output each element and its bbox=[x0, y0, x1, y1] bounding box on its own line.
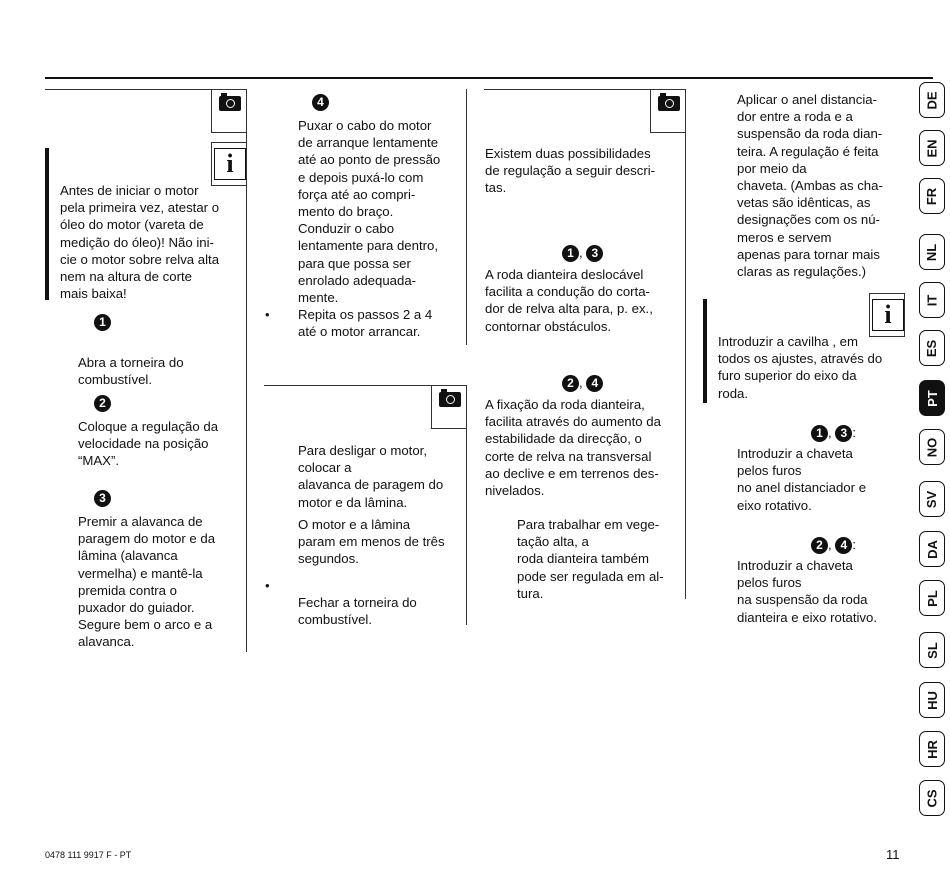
high-vegetation-text: Para trabalhar em vege- tação alta, a roda dianteira também pode ser regulada em al- tura. bbox=[517, 517, 664, 601]
stop-text-2: O motor e a lâmina param em menos de três segundos. bbox=[298, 517, 445, 567]
info-icon: i bbox=[214, 148, 246, 180]
tab-es[interactable]: ES bbox=[919, 330, 945, 366]
step-3-text: Premir a alavanca de paragem do motor e da lâmina (alavanca vermelha) e mantê-la premida contra o puxador do guiador. Segure bem o arco e a alavanca. bbox=[78, 514, 216, 650]
step-number: 2 bbox=[562, 375, 579, 392]
tab-pt[interactable]: PT bbox=[919, 380, 945, 416]
col4-info-text: Introduzir a cavilha , em todos os ajustes, através do furo superior do eixo da roda. bbox=[718, 334, 883, 401]
col3-intro: Existem duas possibilidades de regulação a seguir descri- tas. bbox=[485, 146, 656, 196]
bullet: • bbox=[265, 307, 270, 322]
step-number: 2 bbox=[811, 537, 828, 554]
close-text: Fechar a torneira do combustível. bbox=[298, 595, 417, 628]
option-2-marker: 2 , 4 bbox=[562, 374, 603, 392]
tab-it[interactable]: IT bbox=[919, 282, 945, 318]
document-code: 0478 111 9917 F - PT bbox=[45, 850, 132, 860]
camera-icon bbox=[658, 96, 680, 111]
step-number: 2 bbox=[94, 395, 111, 412]
tab-da[interactable]: DA bbox=[919, 531, 945, 567]
step-2-marker bbox=[94, 395, 111, 413]
setting-a-text: Introduzir a chaveta pelos furos no anel distanciador e eixo rotativo. bbox=[737, 446, 867, 513]
option-2-text: A fixação da roda dianteira, facilita através do aumento da estabilidade da direcção, o corte de relva na transversal ao declive e em terrenos des- nivelados. bbox=[485, 397, 661, 499]
step-number: 4 bbox=[312, 94, 329, 111]
page-number: 11 bbox=[886, 847, 900, 862]
step-1-marker bbox=[94, 314, 111, 332]
step-number: 3 bbox=[835, 425, 852, 442]
tab-cs[interactable]: CS bbox=[919, 780, 945, 816]
step-3-marker bbox=[94, 490, 111, 508]
col3-divider bbox=[685, 131, 686, 599]
col1-divider bbox=[246, 89, 247, 652]
step-number: 3 bbox=[586, 245, 603, 262]
tab-en[interactable]: EN bbox=[919, 130, 945, 166]
stop-text: Para desligar o motor, colocar a alavanca de paragem do motor e da lâmina. bbox=[298, 443, 444, 510]
tab-sv[interactable]: SV bbox=[919, 481, 945, 517]
option-1-marker: 1 , 3 bbox=[562, 244, 603, 262]
option-1-text: A roda dianteira deslocável facilita a condução do corta- dor de relva alta para, p. ex., contornar obstáculos. bbox=[485, 267, 653, 334]
step-2-text: Coloque a regulação da velocidade na posição “MAX”. bbox=[78, 419, 219, 469]
note-bar bbox=[703, 299, 707, 403]
top-rule bbox=[45, 77, 933, 79]
tab-pl[interactable]: PL bbox=[919, 580, 945, 616]
setting-b-marker: 2 , 4 : bbox=[811, 536, 856, 554]
tab-fr[interactable]: FR bbox=[919, 178, 945, 214]
note-bar bbox=[45, 148, 49, 300]
bullet: • bbox=[265, 578, 270, 593]
col2-bottom-divider bbox=[466, 427, 467, 625]
info-icon: i bbox=[872, 299, 904, 331]
tab-hr[interactable]: HR bbox=[919, 731, 945, 767]
step-number: 1 bbox=[94, 314, 111, 331]
step-number: 3 bbox=[94, 490, 111, 507]
tab-de[interactable]: DE bbox=[919, 82, 945, 118]
tab-nl[interactable]: NL bbox=[919, 234, 945, 270]
step-4-text: Puxar o cabo do motor de arranque lentamente até ao ponto de pressão e depois puxá-lo com força até ao compri- mento do braço. Conduzir o cabo lentamente para dentro, para que possa ser enrolado adequada- mente. bbox=[298, 118, 441, 306]
setting-b-text: Introduzir a chaveta pelos furos na suspensão da roda dianteira e eixo rotativo. bbox=[737, 558, 878, 625]
camera-icon bbox=[439, 392, 461, 407]
setting-a-marker: 1 , 3 : bbox=[811, 424, 856, 442]
step-1-text: Abra a torneira do combustível. bbox=[78, 355, 184, 388]
col4-top-text: Aplicar o anel distancia- dor entre a roda e a suspensão da roda dian- teira. A regulação é feita por meio da chaveta. (Ambas as cha- vetas são idênticas, as designações com os nú- meros e servem apenas para tornar mais claras as regulações.) bbox=[737, 92, 883, 280]
col1-info-text: Antes de iniciar o motor pela primeira vez, atestar o óleo do motor (vareta de medição do óleo)! Não ini- cie o motor sobre relva alta nem na altura de corte mais baixa! bbox=[60, 183, 220, 302]
step-number: 4 bbox=[586, 375, 603, 392]
tab-no[interactable]: NO bbox=[919, 429, 945, 465]
camera-icon bbox=[219, 96, 241, 111]
repeat-text: Repita os passos 2 a 4 até o motor arrancar. bbox=[298, 307, 433, 340]
col2-top-divider bbox=[466, 89, 467, 345]
step-number: 1 bbox=[811, 425, 828, 442]
step-number: 4 bbox=[835, 537, 852, 554]
step-4-marker bbox=[312, 94, 329, 112]
step-number: 1 bbox=[562, 245, 579, 262]
tab-hu[interactable]: HU bbox=[919, 682, 945, 718]
tab-sl[interactable]: SL bbox=[919, 632, 945, 668]
